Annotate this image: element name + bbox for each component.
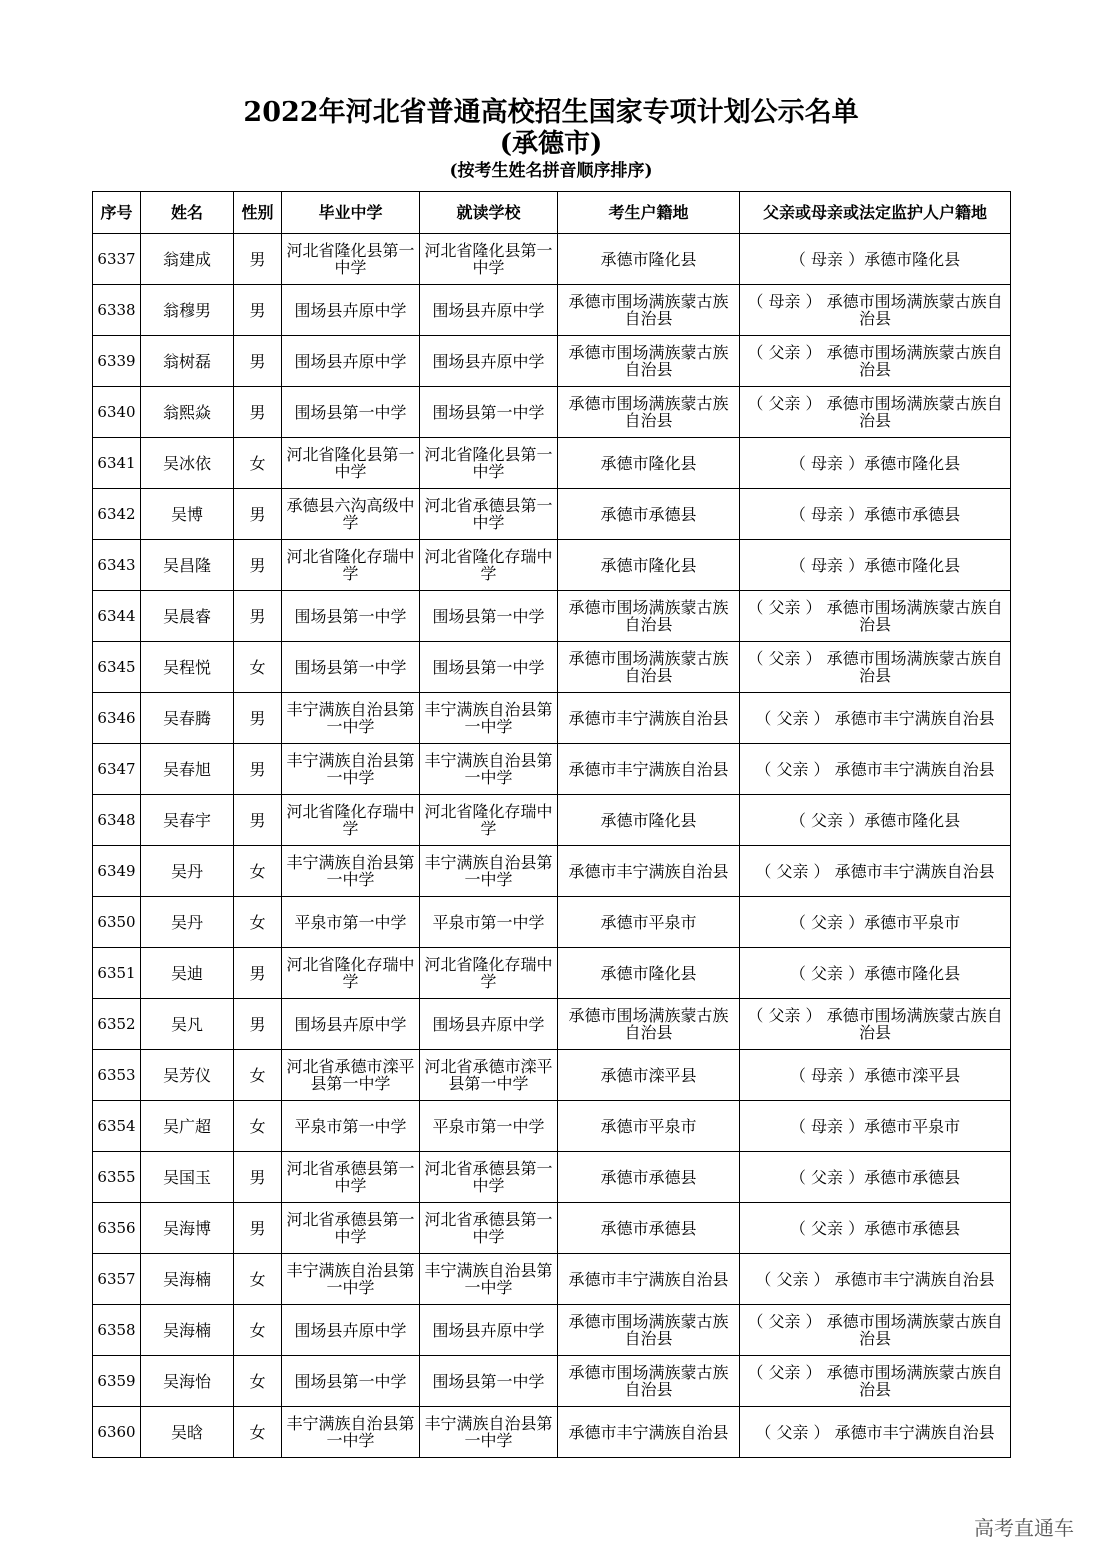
cell-current-school: 丰宁满族自治县第一中学 <box>420 1254 558 1305</box>
cell-student-residence: 承德市隆化县 <box>558 948 740 999</box>
cell-gender: 女 <box>234 1305 282 1356</box>
cell-number: 6347 <box>93 744 141 795</box>
cell-name: 翁穆男 <box>141 285 234 336</box>
cell-name: 吴冰依 <box>141 438 234 489</box>
cell-gender: 男 <box>234 948 282 999</box>
cell-graduation-school: 河北省隆化存瑞中学 <box>282 948 420 999</box>
cell-current-school: 平泉市第一中学 <box>420 1101 558 1152</box>
cell-student-residence: 承德市围场满族蒙古族自治县 <box>558 285 740 336</box>
cell-graduation-school: 围场县卉原中学 <box>282 336 420 387</box>
cell-name: 吴丹 <box>141 897 234 948</box>
cell-current-school: 河北省隆化存瑞中学 <box>420 948 558 999</box>
column-header-student-residence: 考生户籍地 <box>558 192 740 234</box>
cell-student-residence: 承德市平泉市 <box>558 1101 740 1152</box>
cell-guardian-residence: （ 父亲 ） 承德市围场满族蒙古族自治县 <box>740 336 1011 387</box>
column-header-name: 姓名 <box>141 192 234 234</box>
cell-number: 6341 <box>93 438 141 489</box>
cell-student-residence: 承德市围场满族蒙古族自治县 <box>558 1356 740 1407</box>
cell-guardian-residence: （ 父亲 ） 承德市围场满族蒙古族自治县 <box>740 642 1011 693</box>
cell-guardian-residence: （ 父亲 ） 承德市围场满族蒙古族自治县 <box>740 1356 1011 1407</box>
cell-gender: 男 <box>234 795 282 846</box>
cell-current-school: 河北省承德县第一中学 <box>420 1152 558 1203</box>
cell-student-residence: 承德市丰宁满族自治县 <box>558 693 740 744</box>
cell-graduation-school: 河北省承德县第一中学 <box>282 1203 420 1254</box>
cell-guardian-residence: （ 父亲 ） 承德市围场满族蒙古族自治县 <box>740 999 1011 1050</box>
cell-gender: 女 <box>234 897 282 948</box>
cell-graduation-school: 河北省隆化县第一中学 <box>282 438 420 489</box>
page-title: 2022年河北省普通高校招生国家专项计划公示名单 <box>243 97 859 128</box>
page-subtitle: (承德市) <box>499 129 603 159</box>
table-row <box>93 744 1011 795</box>
cell-gender: 男 <box>234 1152 282 1203</box>
cell-graduation-school: 丰宁满族自治县第一中学 <box>282 744 420 795</box>
watermark: 高考直通车 <box>974 1516 1074 1540</box>
cell-name: 吴海博 <box>141 1203 234 1254</box>
cell-guardian-residence: （ 父亲 ） 承德市丰宁满族自治县 <box>740 693 1011 744</box>
cell-guardian-residence: （ 母亲 ）承德市承德县 <box>740 489 1011 540</box>
cell-graduation-school: 围场县第一中学 <box>282 642 420 693</box>
cell-name: 吴迪 <box>141 948 234 999</box>
cell-graduation-school: 围场县卉原中学 <box>282 999 420 1050</box>
cell-current-school: 丰宁满族自治县第一中学 <box>420 846 558 897</box>
cell-guardian-residence: （ 母亲 ）承德市滦平县 <box>740 1050 1011 1101</box>
cell-gender: 男 <box>234 540 282 591</box>
column-header-graduation-school: 毕业中学 <box>282 192 420 234</box>
cell-name: 吴晗 <box>141 1407 234 1458</box>
table-row <box>93 1050 1011 1101</box>
cell-number: 6356 <box>93 1203 141 1254</box>
cell-student-residence: 承德市滦平县 <box>558 1050 740 1101</box>
table-row <box>93 1407 1011 1458</box>
cell-graduation-school: 围场县卉原中学 <box>282 285 420 336</box>
table-row <box>93 948 1011 999</box>
cell-gender: 男 <box>234 489 282 540</box>
cell-number: 6349 <box>93 846 141 897</box>
cell-current-school: 河北省承德县第一中学 <box>420 489 558 540</box>
cell-guardian-residence: （ 父亲 ） 承德市丰宁满族自治县 <box>740 744 1011 795</box>
table-row <box>93 336 1011 387</box>
cell-current-school: 河北省隆化县第一中学 <box>420 438 558 489</box>
cell-name: 吴博 <box>141 489 234 540</box>
cell-guardian-residence: （ 父亲 ） 承德市围场满族蒙古族自治县 <box>740 591 1011 642</box>
column-header-number: 序号 <box>93 192 141 234</box>
cell-current-school: 河北省承德县第一中学 <box>420 1203 558 1254</box>
cell-graduation-school: 围场县第一中学 <box>282 387 420 438</box>
cell-graduation-school: 围场县第一中学 <box>282 591 420 642</box>
cell-current-school: 围场县第一中学 <box>420 591 558 642</box>
cell-guardian-residence: （ 母亲 ）承德市隆化县 <box>740 234 1011 285</box>
cell-number: 6352 <box>93 999 141 1050</box>
table-row <box>93 489 1011 540</box>
cell-current-school: 围场县卉原中学 <box>420 999 558 1050</box>
table-row <box>93 999 1011 1050</box>
cell-number: 6360 <box>93 1407 141 1458</box>
cell-number: 6337 <box>93 234 141 285</box>
cell-current-school: 河北省承德市滦平县第一中学 <box>420 1050 558 1101</box>
cell-current-school: 河北省隆化存瑞中学 <box>420 795 558 846</box>
cell-gender: 男 <box>234 744 282 795</box>
cell-guardian-residence: （ 父亲 ） 承德市围场满族蒙古族自治县 <box>740 387 1011 438</box>
table-row <box>93 591 1011 642</box>
table-row <box>93 897 1011 948</box>
table-row <box>93 693 1011 744</box>
cell-student-residence: 承德市隆化县 <box>558 795 740 846</box>
cell-gender: 女 <box>234 846 282 897</box>
cell-student-residence: 承德市丰宁满族自治县 <box>558 1407 740 1458</box>
cell-number: 6357 <box>93 1254 141 1305</box>
cell-gender: 女 <box>234 1050 282 1101</box>
cell-name: 吴昌隆 <box>141 540 234 591</box>
cell-current-school: 围场县第一中学 <box>420 387 558 438</box>
cell-current-school: 围场县第一中学 <box>420 1356 558 1407</box>
table-row <box>93 438 1011 489</box>
cell-gender: 男 <box>234 693 282 744</box>
column-header-current-school: 就读学校 <box>420 192 558 234</box>
cell-guardian-residence: （ 父亲 ） 承德市丰宁满族自治县 <box>740 1254 1011 1305</box>
cell-student-residence: 承德市丰宁满族自治县 <box>558 744 740 795</box>
table-row <box>93 1254 1011 1305</box>
cell-gender: 男 <box>234 387 282 438</box>
table-row <box>93 1203 1011 1254</box>
cell-student-residence: 承德市丰宁满族自治县 <box>558 1254 740 1305</box>
cell-name: 吴凡 <box>141 999 234 1050</box>
cell-current-school: 围场县卉原中学 <box>420 336 558 387</box>
cell-current-school: 丰宁满族自治县第一中学 <box>420 1407 558 1458</box>
table-row <box>93 1356 1011 1407</box>
cell-gender: 女 <box>234 1356 282 1407</box>
cell-current-school: 围场县第一中学 <box>420 642 558 693</box>
cell-current-school: 丰宁满族自治县第一中学 <box>420 693 558 744</box>
cell-graduation-school: 丰宁满族自治县第一中学 <box>282 1407 420 1458</box>
cell-student-residence: 承德市丰宁满族自治县 <box>558 846 740 897</box>
cell-graduation-school: 围场县卉原中学 <box>282 1305 420 1356</box>
cell-guardian-residence: （ 父亲 ）承德市承德县 <box>740 1152 1011 1203</box>
cell-graduation-school: 丰宁满族自治县第一中学 <box>282 846 420 897</box>
cell-student-residence: 承德市围场满族蒙古族自治县 <box>558 336 740 387</box>
roster-table <box>92 191 1011 1458</box>
cell-current-school: 平泉市第一中学 <box>420 897 558 948</box>
cell-name: 吴春腾 <box>141 693 234 744</box>
cell-number: 6342 <box>93 489 141 540</box>
table-row <box>93 285 1011 336</box>
table-row <box>93 1305 1011 1356</box>
cell-current-school: 围场县卉原中学 <box>420 1305 558 1356</box>
cell-guardian-residence: （ 父亲 ）承德市隆化县 <box>740 795 1011 846</box>
cell-graduation-school: 承德县六沟高级中学 <box>282 489 420 540</box>
cell-student-residence: 承德市围场满族蒙古族自治县 <box>558 591 740 642</box>
cell-current-school: 围场县卉原中学 <box>420 285 558 336</box>
cell-guardian-residence: （ 父亲 ）承德市平泉市 <box>740 897 1011 948</box>
cell-number: 6353 <box>93 1050 141 1101</box>
cell-gender: 女 <box>234 642 282 693</box>
cell-student-residence: 承德市隆化县 <box>558 438 740 489</box>
cell-graduation-school: 河北省承德市滦平县第一中学 <box>282 1050 420 1101</box>
cell-name: 吴丹 <box>141 846 234 897</box>
cell-current-school: 河北省隆化存瑞中学 <box>420 540 558 591</box>
cell-gender: 男 <box>234 234 282 285</box>
cell-name: 吴海怡 <box>141 1356 234 1407</box>
cell-graduation-school: 围场县第一中学 <box>282 1356 420 1407</box>
cell-gender: 女 <box>234 1101 282 1152</box>
cell-gender: 女 <box>234 1254 282 1305</box>
cell-graduation-school: 平泉市第一中学 <box>282 1101 420 1152</box>
cell-number: 6344 <box>93 591 141 642</box>
cell-student-residence: 承德市隆化县 <box>558 540 740 591</box>
cell-name: 吴国玉 <box>141 1152 234 1203</box>
cell-student-residence: 承德市围场满族蒙古族自治县 <box>558 1305 740 1356</box>
cell-name: 翁建成 <box>141 234 234 285</box>
cell-gender: 男 <box>234 591 282 642</box>
cell-name: 吴程悦 <box>141 642 234 693</box>
cell-number: 6338 <box>93 285 141 336</box>
cell-guardian-residence: （ 母亲 ） 承德市围场满族蒙古族自治县 <box>740 285 1011 336</box>
table-row <box>93 642 1011 693</box>
cell-number: 6355 <box>93 1152 141 1203</box>
cell-current-school: 丰宁满族自治县第一中学 <box>420 744 558 795</box>
cell-number: 6339 <box>93 336 141 387</box>
cell-number: 6350 <box>93 897 141 948</box>
cell-number: 6351 <box>93 948 141 999</box>
cell-guardian-residence: （ 母亲 ）承德市隆化县 <box>740 438 1011 489</box>
table-row <box>93 1101 1011 1152</box>
cell-guardian-residence: （ 父亲 ） 承德市丰宁满族自治县 <box>740 846 1011 897</box>
cell-graduation-school: 河北省隆化存瑞中学 <box>282 540 420 591</box>
table-row <box>93 795 1011 846</box>
cell-guardian-residence: （ 父亲 ） 承德市围场满族蒙古族自治县 <box>740 1305 1011 1356</box>
cell-student-residence: 承德市承德县 <box>558 1203 740 1254</box>
cell-graduation-school: 河北省隆化县第一中学 <box>282 234 420 285</box>
table-row <box>93 540 1011 591</box>
cell-name: 翁熙焱 <box>141 387 234 438</box>
cell-student-residence: 承德市围场满族蒙古族自治县 <box>558 387 740 438</box>
cell-number: 6340 <box>93 387 141 438</box>
cell-name: 翁树磊 <box>141 336 234 387</box>
cell-guardian-residence: （ 母亲 ）承德市平泉市 <box>740 1101 1011 1152</box>
cell-student-residence: 承德市围场满族蒙古族自治县 <box>558 999 740 1050</box>
cell-guardian-residence: （ 母亲 ）承德市隆化县 <box>740 540 1011 591</box>
cell-number: 6345 <box>93 642 141 693</box>
cell-gender: 男 <box>234 336 282 387</box>
cell-name: 吴春宇 <box>141 795 234 846</box>
cell-gender: 女 <box>234 1407 282 1458</box>
cell-gender: 男 <box>234 285 282 336</box>
cell-student-residence: 承德市隆化县 <box>558 234 740 285</box>
cell-student-residence: 承德市承德县 <box>558 1152 740 1203</box>
cell-gender: 男 <box>234 1203 282 1254</box>
cell-gender: 男 <box>234 999 282 1050</box>
column-header-guardian-residence: 父亲或母亲或法定监护人户籍地 <box>740 192 1011 234</box>
cell-graduation-school: 平泉市第一中学 <box>282 897 420 948</box>
cell-guardian-residence: （ 父亲 ）承德市隆化县 <box>740 948 1011 999</box>
sort-note: (按考生姓名拼音顺序排序) <box>449 161 653 181</box>
table-row <box>93 234 1011 285</box>
cell-graduation-school: 河北省承德县第一中学 <box>282 1152 420 1203</box>
cell-name: 吴海楠 <box>141 1254 234 1305</box>
cell-current-school: 河北省隆化县第一中学 <box>420 234 558 285</box>
cell-student-residence: 承德市平泉市 <box>558 897 740 948</box>
cell-number: 6343 <box>93 540 141 591</box>
cell-student-residence: 承德市围场满族蒙古族自治县 <box>558 642 740 693</box>
cell-graduation-school: 丰宁满族自治县第一中学 <box>282 1254 420 1305</box>
cell-number: 6358 <box>93 1305 141 1356</box>
cell-student-residence: 承德市承德县 <box>558 489 740 540</box>
cell-name: 吴广超 <box>141 1101 234 1152</box>
cell-name: 吴海楠 <box>141 1305 234 1356</box>
table-row <box>93 846 1011 897</box>
column-header-gender: 性别 <box>234 192 282 234</box>
cell-number: 6346 <box>93 693 141 744</box>
cell-number: 6354 <box>93 1101 141 1152</box>
cell-gender: 女 <box>234 438 282 489</box>
cell-graduation-school: 河北省隆化存瑞中学 <box>282 795 420 846</box>
table-header-row <box>93 192 1011 234</box>
table-row <box>93 1152 1011 1203</box>
cell-guardian-residence: （ 父亲 ） 承德市丰宁满族自治县 <box>740 1407 1011 1458</box>
cell-guardian-residence: （ 父亲 ）承德市承德县 <box>740 1203 1011 1254</box>
cell-name: 吴春旭 <box>141 744 234 795</box>
cell-name: 吴晨睿 <box>141 591 234 642</box>
cell-graduation-school: 丰宁满族自治县第一中学 <box>282 693 420 744</box>
cell-name: 吴芳仪 <box>141 1050 234 1101</box>
cell-number: 6348 <box>93 795 141 846</box>
table-row <box>93 387 1011 438</box>
cell-number: 6359 <box>93 1356 141 1407</box>
